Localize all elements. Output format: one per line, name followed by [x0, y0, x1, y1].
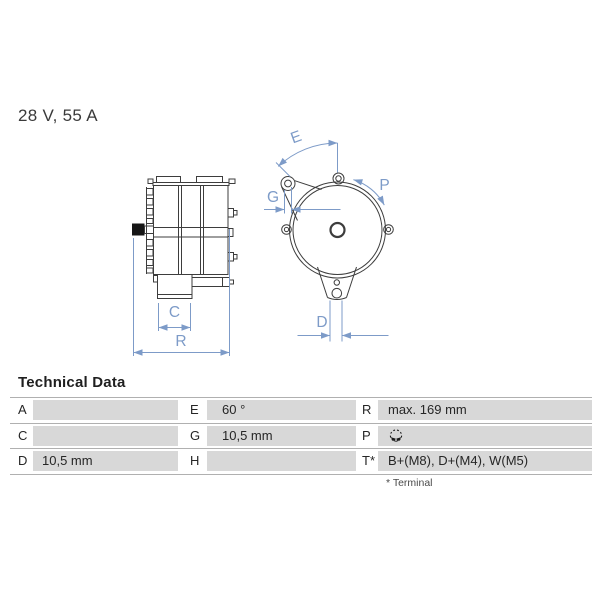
- dim-label-R: R: [175, 333, 187, 350]
- terminal-footnote: * Terminal: [386, 477, 433, 489]
- cell-label-A: A: [10, 400, 33, 420]
- table-row: [10, 400, 592, 420]
- cell-label-E: E: [178, 400, 207, 420]
- cell-value-D: 10,5 mm: [33, 451, 178, 471]
- cell-value-A: [33, 400, 178, 420]
- technical-data-table: [10, 0, 592, 600]
- table-line: [10, 397, 592, 398]
- cell-value-R: max. 169 mm: [378, 400, 592, 420]
- table-line: [10, 423, 592, 424]
- cell-value-G: 10,5 mm: [207, 426, 356, 446]
- table-row: [10, 426, 592, 446]
- cell-label-T: T*: [356, 451, 378, 471]
- technical-data-heading: Technical Data: [18, 374, 126, 391]
- table-line: [10, 448, 592, 449]
- dim-label-C: C: [168, 304, 181, 321]
- dim-label-E: E: [288, 127, 304, 148]
- table-row: [10, 451, 592, 471]
- product-title: 28 V, 55 A: [18, 106, 98, 125]
- cell-value-P: [378, 426, 592, 446]
- dim-label-G: G: [266, 189, 280, 206]
- cell-value-C: [33, 426, 178, 446]
- cell-label-P: P: [356, 426, 378, 446]
- dim-label-D: D: [316, 314, 328, 331]
- cell-value-T: B+(M8), D+(M4), W(M5): [378, 451, 592, 471]
- cell-label-R: R: [356, 400, 378, 420]
- rotation-clockwise-icon: [388, 428, 404, 444]
- cell-label-C: C: [10, 426, 33, 446]
- cell-value-H: [207, 451, 356, 471]
- table-line: [10, 474, 592, 475]
- cell-label-G: G: [178, 426, 207, 446]
- cell-label-H: H: [178, 451, 207, 471]
- cell-value-E: 60 °: [207, 400, 356, 420]
- cell-label-D: D: [10, 451, 33, 471]
- dim-label-P: P: [379, 177, 390, 194]
